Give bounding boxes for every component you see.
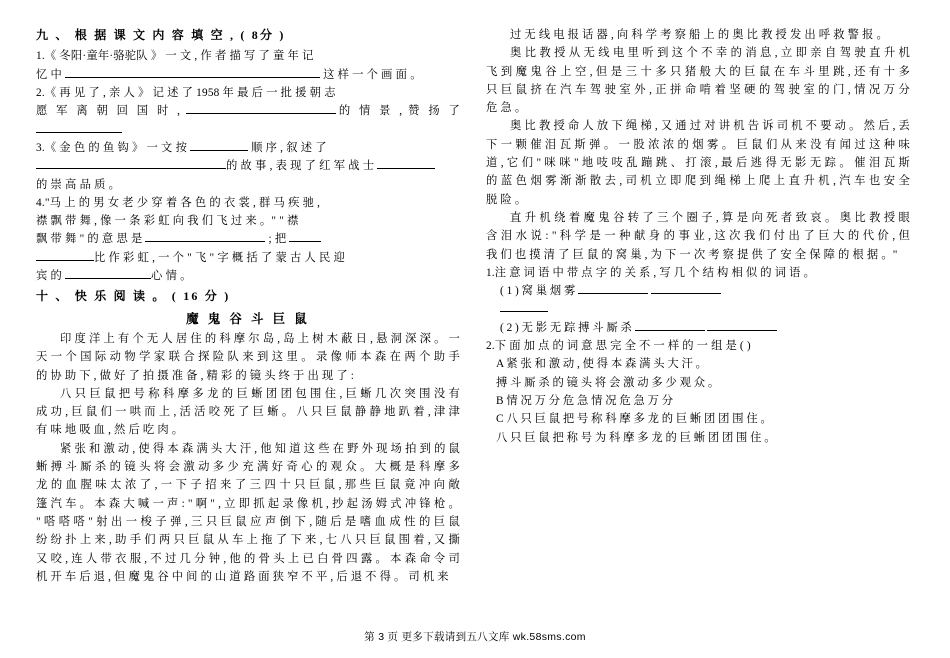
- left-column: [36, 26, 460, 606]
- q9-1-text-c: 这 样 一 个 画 面 。: [320, 68, 422, 81]
- answer-blank[interactable]: [36, 260, 94, 261]
- q9-3-text-c: 的 故 事 , 表 现 了 红 军 战 士: [226, 160, 378, 173]
- answer-blank[interactable]: [651, 293, 721, 294]
- reading-question-2-option-b[interactable]: B 情 况 万 分 危 急 情 况 危 急 万 分: [496, 394, 673, 407]
- answer-blank[interactable]: [635, 330, 705, 331]
- passage-paragraph-6: 奥 比 教 授 命 人 放 下 绳 梯 , 又 通 过 对 讲 机 告 诉 司 机 不 要 动 。 然 后 , 丢 下 一 颗 催 泪 瓦 斯 弹 。 一 股 浓 浓 的 烟 雾 。 巨 鼠 们 从 来 没 有 闻 过 这 种 味 道 , 它 们 " 咪 咪 " 地 吱 吱 乱 蹦 跳 、 打 滚 , 最 后 逃 得 无 影 无 踪 。 催 泪 瓦 斯 的 蓝 色 烟 雾 渐 渐 散 去 , 司 机 立 即 爬 到 绳 梯 上 爬 上 直 升 机 , 汽 车 也 安 全 脱 险 。: [486, 120, 910, 206]
- q9-4-text-d: ; 把: [265, 233, 290, 246]
- q9-4-text-c: 飘 带 舞 " 的 意 思 是: [36, 233, 146, 246]
- passage-paragraph-3: 紧 张 和 激 动 , 使 得 本 森 满 头 大 汗 , 他 知 道 这 些 在 野 外 现 场 拍 到 的 鼠 蜥 搏 斗 厮 杀 的 镜 头 将 会 激 动 多 少 充 满 好 奇 心 的 观 众 。 大 概 是 科 摩 多 龙 的 血 腥 味 太 浓 了 , 一 下 子 招 来 了 三 四 十 只 巨 鼠 , 那 些 巨 鼠 竟 冲 向 敞 篷 汽 车 。 本 森 大 喊 一 声 : " 啊 " , 立 即 抓 起 录 像 机 , 抄 起 汤 姆 式 冲 锋 枪 。 " 嗒 嗒 嗒 " 射 出 一 梭 子 弹 , 三 只 巨 鼠 应 声 倒 下 , 随 后 是 嗜 血 成 性 的 巨 鼠 纷 纷 扑 上 来 , 助 手 们 两 只 巨 鼠 从 车 上 拖 了 下 来 , 七 八 只 巨 鼠 围 着 , 又 撕 又 咬 , 连 人 带 衣 服 , 不 过 几 分 钟 , 他 的 骨 头 上 已 白 骨 四 露 。 本 森 命 令 司 机 开 车 后 退 , 但 魔 鬼 谷 中 间 的 山 道 路 面 狭 窄 不 平 , 后 退 不 得 。 司 机 来: [36, 442, 460, 583]
- q9-3-text-a: 3.《 金 色 的 鱼 钩 》 一 文 按: [36, 141, 191, 154]
- q9-3-text-b: 顺 序 , 叙 述 了: [248, 141, 327, 154]
- answer-blank[interactable]: [36, 168, 226, 169]
- q9-4-text-f: 宾 的: [36, 270, 66, 282]
- answer-blank[interactable]: [190, 150, 248, 151]
- q9-1-text-a: 1.《 冬阳·童年·骆驼队 》 一 文 , 作 者 描 写 了 童 年 记: [36, 50, 314, 63]
- answer-blank[interactable]: [500, 311, 548, 312]
- question-9-4: [36, 194, 460, 285]
- reading-passage-title: 魔 鬼 谷 斗 巨 鼠: [186, 311, 310, 326]
- reading-question-2-stem: 2.下 面 加 点 的 词 意 思 完 全 不 一 样 的 一 组 是 ( ): [486, 340, 751, 353]
- section-9-heading: 九 、 根 据 课 文 内 容 填 空 , ( 8分 ): [36, 28, 286, 42]
- q9-4-text-b: 襟 飘 带 舞 , 像 一 条 彩 虹 向 我 们 飞 过 来 。" " 襟: [36, 215, 299, 228]
- answer-blank[interactable]: [377, 168, 435, 169]
- answer-blank[interactable]: [65, 77, 320, 78]
- two-column-layout: [36, 26, 914, 606]
- passage-paragraph-1: 印 度 洋 上 有 个 无 人 居 住 的 科 摩 尔 岛 , 岛 上 树 木 蔽 日 , 悬 洞 深 深 。 一 天 一 个 国 际 动 物 学 家 联 合 探 险 队 来 到 这 里 。 录 像 师 本 森 在 两 个 助 手 的 协 助 下 , 做 好 了 拍 摄 准 备 , 精 彩 的 镜 头 终 于 出 现 了 :: [36, 332, 460, 382]
- passage-paragraph-5: 奥 比 教 授 从 无 线 电 里 听 到 这 个 不 幸 的 消 息 , 立 即 亲 自 驾 驶 直 升 机 飞 到 魔 鬼 谷 上 空 , 但 是 三 十 多 只 猪 般 大 的 巨 鼠 在 车 斗 里 跳 , 还 有 十 多 只 巨 鼠 挤 在 汽 车 驾 驶 室 外 , 正 拼 命 啃 着 坚 硬 的 驾 驶 室 的 门 , 情 况 万 分 危 急 。: [486, 47, 910, 115]
- sub-1-label: ( 1 ) 窝 巢 烟 雾: [500, 285, 576, 298]
- answer-blank[interactable]: [578, 293, 648, 294]
- q9-4-text-g: 心 情 。: [151, 270, 192, 282]
- reading-question-1-stem: 1.注 意 词 语 中 带 点 字 的 关 系 , 写 几 个 结 构 相 似 的 词 语 。: [486, 266, 816, 279]
- answer-blank[interactable]: [145, 241, 265, 242]
- answer-blank[interactable]: [65, 278, 151, 279]
- reading-question-1-sub-1: [486, 282, 910, 300]
- q9-4-text-a: 4."马 上 的 男 女 老 少 穿 着 各 色 的 衣 裳 , 群 马 疾 驰 ,: [36, 196, 321, 209]
- reading-question-2-option-c-cont: 八 只 巨 鼠 把 称 号 为 科 摩 多 龙 的 巨 蜥 团 团 围 住 。: [496, 431, 776, 444]
- q9-2-text-c: 的 情 景 , 赞 扬 了: [336, 105, 460, 118]
- question-9-1: [36, 47, 460, 84]
- answer-blank[interactable]: [186, 113, 336, 114]
- question-9-2: [36, 84, 460, 139]
- answer-blank[interactable]: [289, 241, 321, 242]
- question-9-3: [36, 139, 460, 194]
- passage-paragraph-7: 直 升 机 绕 着 魔 鬼 谷 转 了 三 个 圈 子 , 算 是 向 死 者 致 哀 。 奥 比 教 授 眼 含 泪 水 说 : " 科 学 是 一 种 献 身 的 事 业 , 这 次 我 们 付 出 了 巨 大 的 代 价 , 但 我 们 也 摸 清 了 巨 鼠 的 窝 巢 , 为 下 一 次 考 察 提 供 了 安 全 保 障 的 根 据 。": [486, 211, 910, 261]
- q9-1-text-b: 忆 中: [36, 68, 66, 81]
- sub-2-label: ( 2 ) 无 影 无 踪 搏 斗 厮 杀: [500, 321, 632, 334]
- section-10-heading: 十 、 快 乐 阅 读 。 ( 16 分 ): [36, 289, 231, 304]
- passage-paragraph-4: 过 无 线 电 报 话 器 , 向 科 学 考 察 船 上 的 奥 比 教 授 发 出 呼 救 警 报 。: [510, 29, 888, 41]
- reading-question-2-option-a[interactable]: A 紧 张 和 激 动 , 使 得 本 森 满 头 大 汗 。: [496, 358, 707, 371]
- answer-blank[interactable]: [36, 132, 122, 133]
- reading-question-2-option-a-cont: 搏 斗 厮 杀 的 镜 头 将 会 激 动 多 少 观 众 。: [496, 376, 720, 389]
- passage-paragraph-2: 八 只 巨 鼠 把 号 称 科 摩 多 龙 的 巨 蜥 团 团 包 围 住 , 巨 蜥 几 次 突 围 没 有 成 功 , 巨 鼠 们 一 哄 而 上 , 活 活 咬 死 了 巨 蜥 。 八 只 巨 鼠 静 静 地 趴 着 , 津 津 有 味 地 吸 血 , 然 后 吃 肉 。: [36, 387, 460, 437]
- q9-3-text-d: 的 崇 高 品 质 。: [36, 178, 121, 191]
- right-column: [486, 26, 910, 606]
- reading-question-2-option-c[interactable]: C 八 只 巨 鼠 把 号 称 科 摩 多 龙 的 巨 蜥 团 团 围 住 。: [496, 413, 772, 426]
- reading-question-1-sub-2: [486, 319, 910, 337]
- q9-4-text-e: 比 作 彩 虹 , 一 个 " 飞 " 字 概 括 了 蒙 古 人 民 迎: [94, 251, 346, 264]
- reading-question-1-sub-1-blanks: [486, 300, 910, 318]
- q9-2-text-a: 2.《 再 见 了 , 亲 人 》 记 述 了 1958 年 最 后 一 批 援 朝 志: [36, 87, 336, 100]
- answer-blank[interactable]: [707, 330, 777, 331]
- page-footer: 第 3 页 更多下载请到五八文库 wk.58sms.com: [364, 631, 586, 643]
- q9-2-text-b: 愿 军 离 朝 回 国 时 ,: [36, 105, 186, 118]
